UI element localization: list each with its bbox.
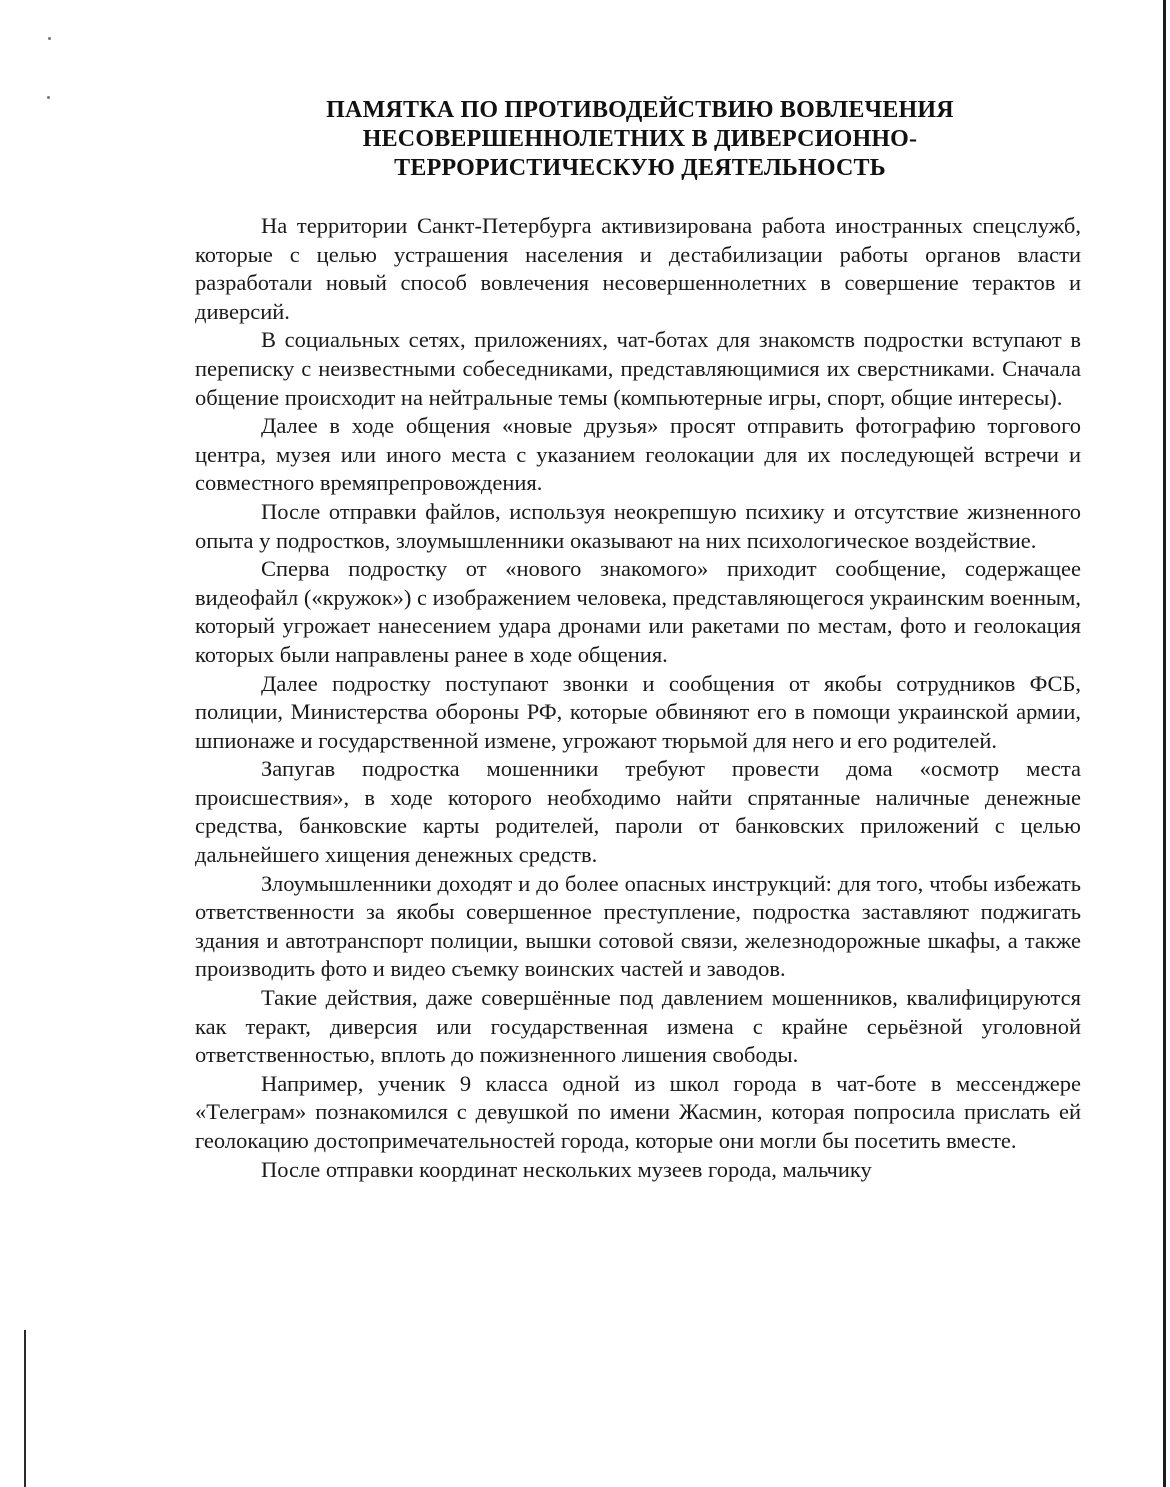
paragraph: Далее в ходе общения «новые друзья» просят отправить фотографию торгового центра, музея или иного места с указанием геолокации для их последующей встречи и совместного времяпрепровождения.: [195, 413, 1081, 496]
paragraph: Злоумышленники доходят и до более опасных инструкций: для того, чтобы избежать ответственности за якобы совершенное преступление, подростка заставляют поджигать здания и автотранспорт полиции, вышки сотовой связи, железнодорожные шкафы, а также производить фото и видео съемку воинских частей и заводов.: [195, 870, 1081, 982]
title-line: ТЕРРОРИСТИЧЕСКУЮ ДЕЯТЕЛЬНОСТЬ: [394, 155, 886, 181]
scan-speck: [48, 37, 51, 40]
scan-right-edge: [1163, 0, 1166, 1487]
paragraph: После отправки координат нескольких музеев города, мальчику: [261, 1156, 872, 1182]
paragraph: На территории Санкт-Петербурга активизирована работа иностранных спецслужб, которые с целью устрашения населения и дестабилизации работы органов власти разработали новый способ вовлечения несовершеннолетних в совершение терактов и диверсий.: [195, 213, 1081, 324]
paragraph: Например, ученик 9 класса одной из школ города в чат-боте в мессенджере «Телеграм» познакомился с девушкой по имени Жасмин, которая попросила прислать ей геолокацию достопримечательностей города, которые они могли бы посетить вместе.: [195, 1070, 1081, 1153]
title-line: НЕСОВЕРШЕННОЛЕТНИХ В ДИВЕРСИОННО-: [362, 126, 918, 152]
scan-left-edge: [24, 1330, 26, 1487]
document-body: [195, 212, 1081, 1184]
title-line: ПАМЯТКА ПО ПРОТИВОДЕЙСТВИЮ ВОВЛЕЧЕНИЯ: [326, 97, 954, 123]
paragraph: После отправки файлов, используя неокрепшую психику и отсутствие жизненного опыта у подростков, злоумышленники оказывают на них психологическое воздействие.: [195, 498, 1081, 553]
paragraph: Запугав подростка мошенники требуют провести дома «осмотр места происшествия», в ходе которого необходимо найти спрятанные наличные денежные средства, банковские карты родителей, пароли от банковских приложений с целью дальнейшего хищения денежных средств.: [195, 756, 1081, 868]
scan-speck: [47, 96, 50, 99]
paragraph: Сперва подростку от «нового знакомого» приходит сообщение, содержащее видеофайл («кружок») с изображением человека, представляющегося украинским военным, который угрожает нанесением удара дронами или ракетами по местам, фото и геолокация которых были направлены ранее в ходе общения.: [195, 556, 1081, 667]
document-title: [300, 96, 980, 183]
paragraph: Такие действия, даже совершённые под давлением мошенников, квалифицируются как теракт, диверсия или государственная измена с крайне серьёзной уголовной ответственностью, вплоть до пожизненного лишения свободы.: [195, 985, 1081, 1068]
paragraph: В социальных сетях, приложениях, чат-ботах для знакомств подростки вступают в переписку с неизвестными собеседниками, представляющимися их сверстниками. Сначала общение происходит на нейтральные темы (компьютерные игры, спорт, общие интересы).: [195, 327, 1081, 410]
paragraph: Далее подростку поступают звонки и сообщения от якобы сотрудников ФСБ, полиции, Министерства обороны РФ, которые обвиняют его в помощи украинской армии, шпионаже и государственной измене, угрожают тюрьмой для него и его родителей.: [195, 670, 1081, 753]
